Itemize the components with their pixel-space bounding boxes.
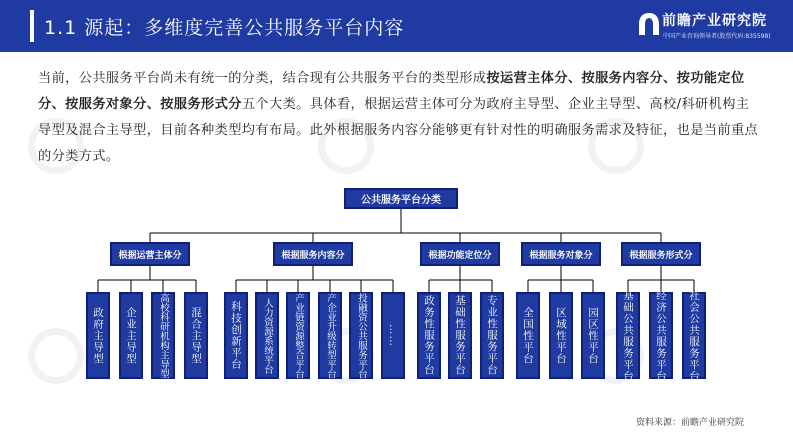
leaf-node bbox=[318, 292, 342, 379]
leaf-label: 经济公共服务平台 bbox=[655, 289, 667, 382]
leaf-label: 专业性服务平台 bbox=[486, 295, 498, 376]
leaf-node bbox=[286, 292, 310, 379]
leaf-label: …… bbox=[387, 324, 399, 347]
category-function: 根据功能定位分 bbox=[420, 242, 500, 266]
source-note: 资料来源：前瞻产业研究院 bbox=[636, 418, 745, 428]
logo-subtitle: 中国产业咨询领导者(股票代码:835598) bbox=[663, 33, 771, 40]
brand-logo bbox=[638, 9, 788, 43]
leaf-label: 产企业升级转型平台 bbox=[325, 292, 336, 379]
leaf-label: 混合主导型 bbox=[190, 306, 202, 365]
leaf-node bbox=[549, 292, 573, 379]
leaf-node bbox=[516, 292, 540, 379]
logo-name: 前瞻产业研究院 bbox=[662, 13, 767, 29]
leaf-label: 人力资源系统平台 bbox=[262, 297, 273, 374]
leaf-label: 政府主导型 bbox=[92, 306, 104, 365]
leaf-label: 区域性平台 bbox=[555, 306, 567, 365]
leaf-node bbox=[86, 292, 110, 379]
leaf-label: 社会公共服务平台 bbox=[688, 289, 700, 382]
leaf-label: 产业链资源整合平台 bbox=[293, 292, 304, 379]
leaf-node bbox=[581, 292, 605, 379]
leaf-node bbox=[151, 292, 175, 379]
leaf-node bbox=[682, 289, 706, 382]
root-node: 公共服务平台分类 bbox=[344, 188, 458, 209]
classification-tree bbox=[0, 180, 793, 410]
leaf-label: 基础公共服务平台 bbox=[622, 289, 634, 382]
leaf-label: 政务性服务平台 bbox=[423, 295, 435, 376]
header-bar bbox=[0, 0, 793, 52]
intro-text-highlight: 按运营主体分、按服务内容分、按功能定位分、按服务对象分、按服务形式分 bbox=[38, 71, 745, 112]
page-title: 1.1 源起：多维度完善公共服务平台内容 bbox=[44, 17, 405, 39]
leaf-node bbox=[184, 292, 208, 379]
leaf-label: 园区性平台 bbox=[587, 306, 599, 365]
leaf-label: 科技创新平台 bbox=[230, 301, 242, 370]
leaf-node bbox=[448, 292, 472, 379]
intro-paragraph bbox=[38, 66, 760, 170]
leaf-node bbox=[480, 292, 504, 379]
leaf-node bbox=[649, 289, 673, 382]
leaf-node bbox=[417, 292, 441, 379]
category-operator: 根据运营主体分 bbox=[110, 242, 190, 266]
leaf-label: 投融资公共服务平台 bbox=[356, 292, 367, 379]
leaf-label: 企业主导型 bbox=[125, 306, 137, 365]
intro-text-rest: 五个大类。具体看，根据运营主体可分为政府主导型、企业主导型、高校/科研机构主导型及混合主导型，目前各种类型均有布局。此外根据服务内容分能够更有针对性的明确服务需求及特征，也是当前重点的分类方式。 bbox=[38, 97, 759, 164]
leaf-label: 基础性服务平台 bbox=[454, 295, 466, 376]
intro-text-lead: 当前，公共服务平台尚未有统一的分类，结合现有公共服务平台的类型形成 bbox=[38, 71, 487, 86]
leaf-node bbox=[255, 292, 279, 379]
logo-mark-icon bbox=[638, 12, 660, 36]
category-service-content: 根据服务内容分 bbox=[273, 242, 353, 266]
leaf-node bbox=[381, 292, 405, 379]
leaf-label: 全国性平台 bbox=[522, 306, 534, 365]
header-accent-stripe bbox=[30, 10, 34, 42]
category-service-form: 根据服务形式分 bbox=[621, 242, 701, 266]
leaf-node bbox=[616, 289, 640, 382]
leaf-label: 高校科研机构主导型 bbox=[158, 292, 169, 379]
leaf-node bbox=[349, 292, 373, 379]
leaf-node bbox=[224, 292, 248, 379]
leaf-node bbox=[119, 292, 143, 379]
category-service-target: 根据服务对象分 bbox=[521, 242, 601, 266]
